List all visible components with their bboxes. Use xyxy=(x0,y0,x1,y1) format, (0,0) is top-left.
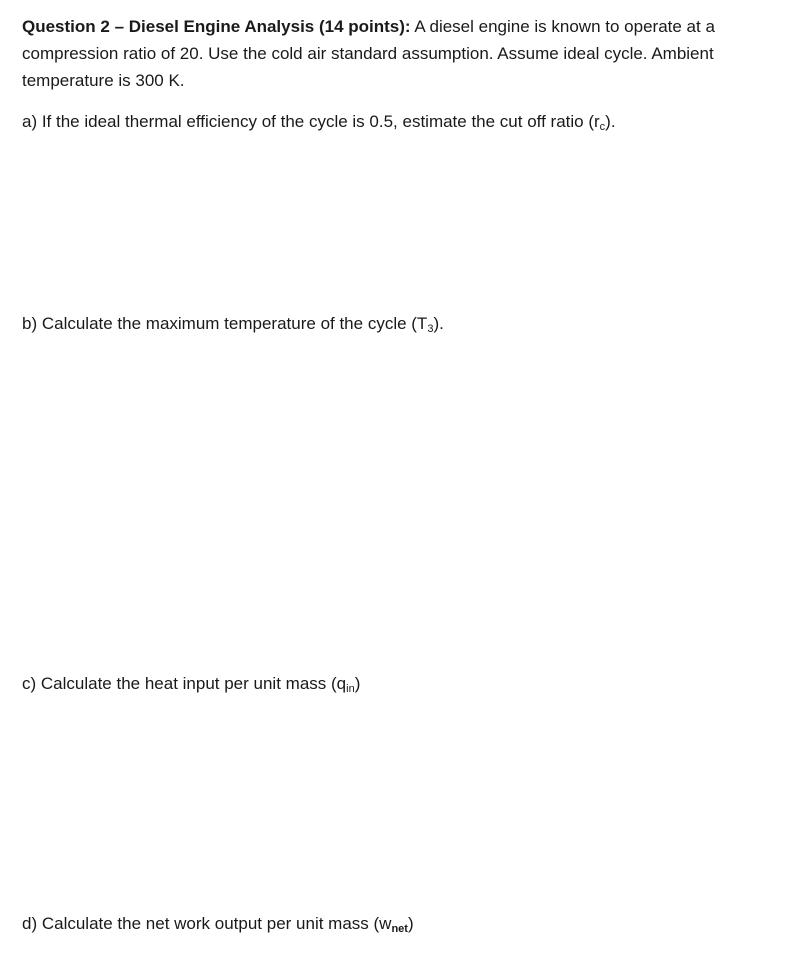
part-b-subscript: 3 xyxy=(427,323,434,335)
question-intro xyxy=(22,13,769,94)
part-d-text: d) Calculate the net work output per unit mass (w xyxy=(22,914,392,933)
part-d-prompt xyxy=(22,910,769,937)
part-d-subscript: net xyxy=(391,923,408,935)
part-b-end: ). xyxy=(433,314,444,333)
part-b-text: b) Calculate the maximum temperature of the cycle (T xyxy=(22,314,428,333)
part-a-text: a) If the ideal thermal efficiency of the cycle is 0.5, estimate the cut off ratio (r xyxy=(22,112,600,131)
part-a-prompt xyxy=(22,108,769,135)
question-description: A diesel engine is known to operate at a compression ratio of 20. Use the cold air standard assumption. Assume ideal cycle. Ambient temperature is 300 K. xyxy=(22,17,715,90)
part-c-text: c) Calculate the heat input per unit mass (q xyxy=(22,674,347,693)
part-c-prompt xyxy=(22,670,769,697)
part-c-end: ) xyxy=(354,674,361,693)
part-c-subscript: in xyxy=(346,683,355,695)
part-b-prompt xyxy=(22,310,769,337)
part-a-subscript: c xyxy=(599,121,606,133)
part-d-end: ) xyxy=(407,914,414,933)
question-heading: Question 2 – Diesel Engine Analysis (14 points): xyxy=(22,17,411,36)
part-a-end: ). xyxy=(605,112,616,131)
